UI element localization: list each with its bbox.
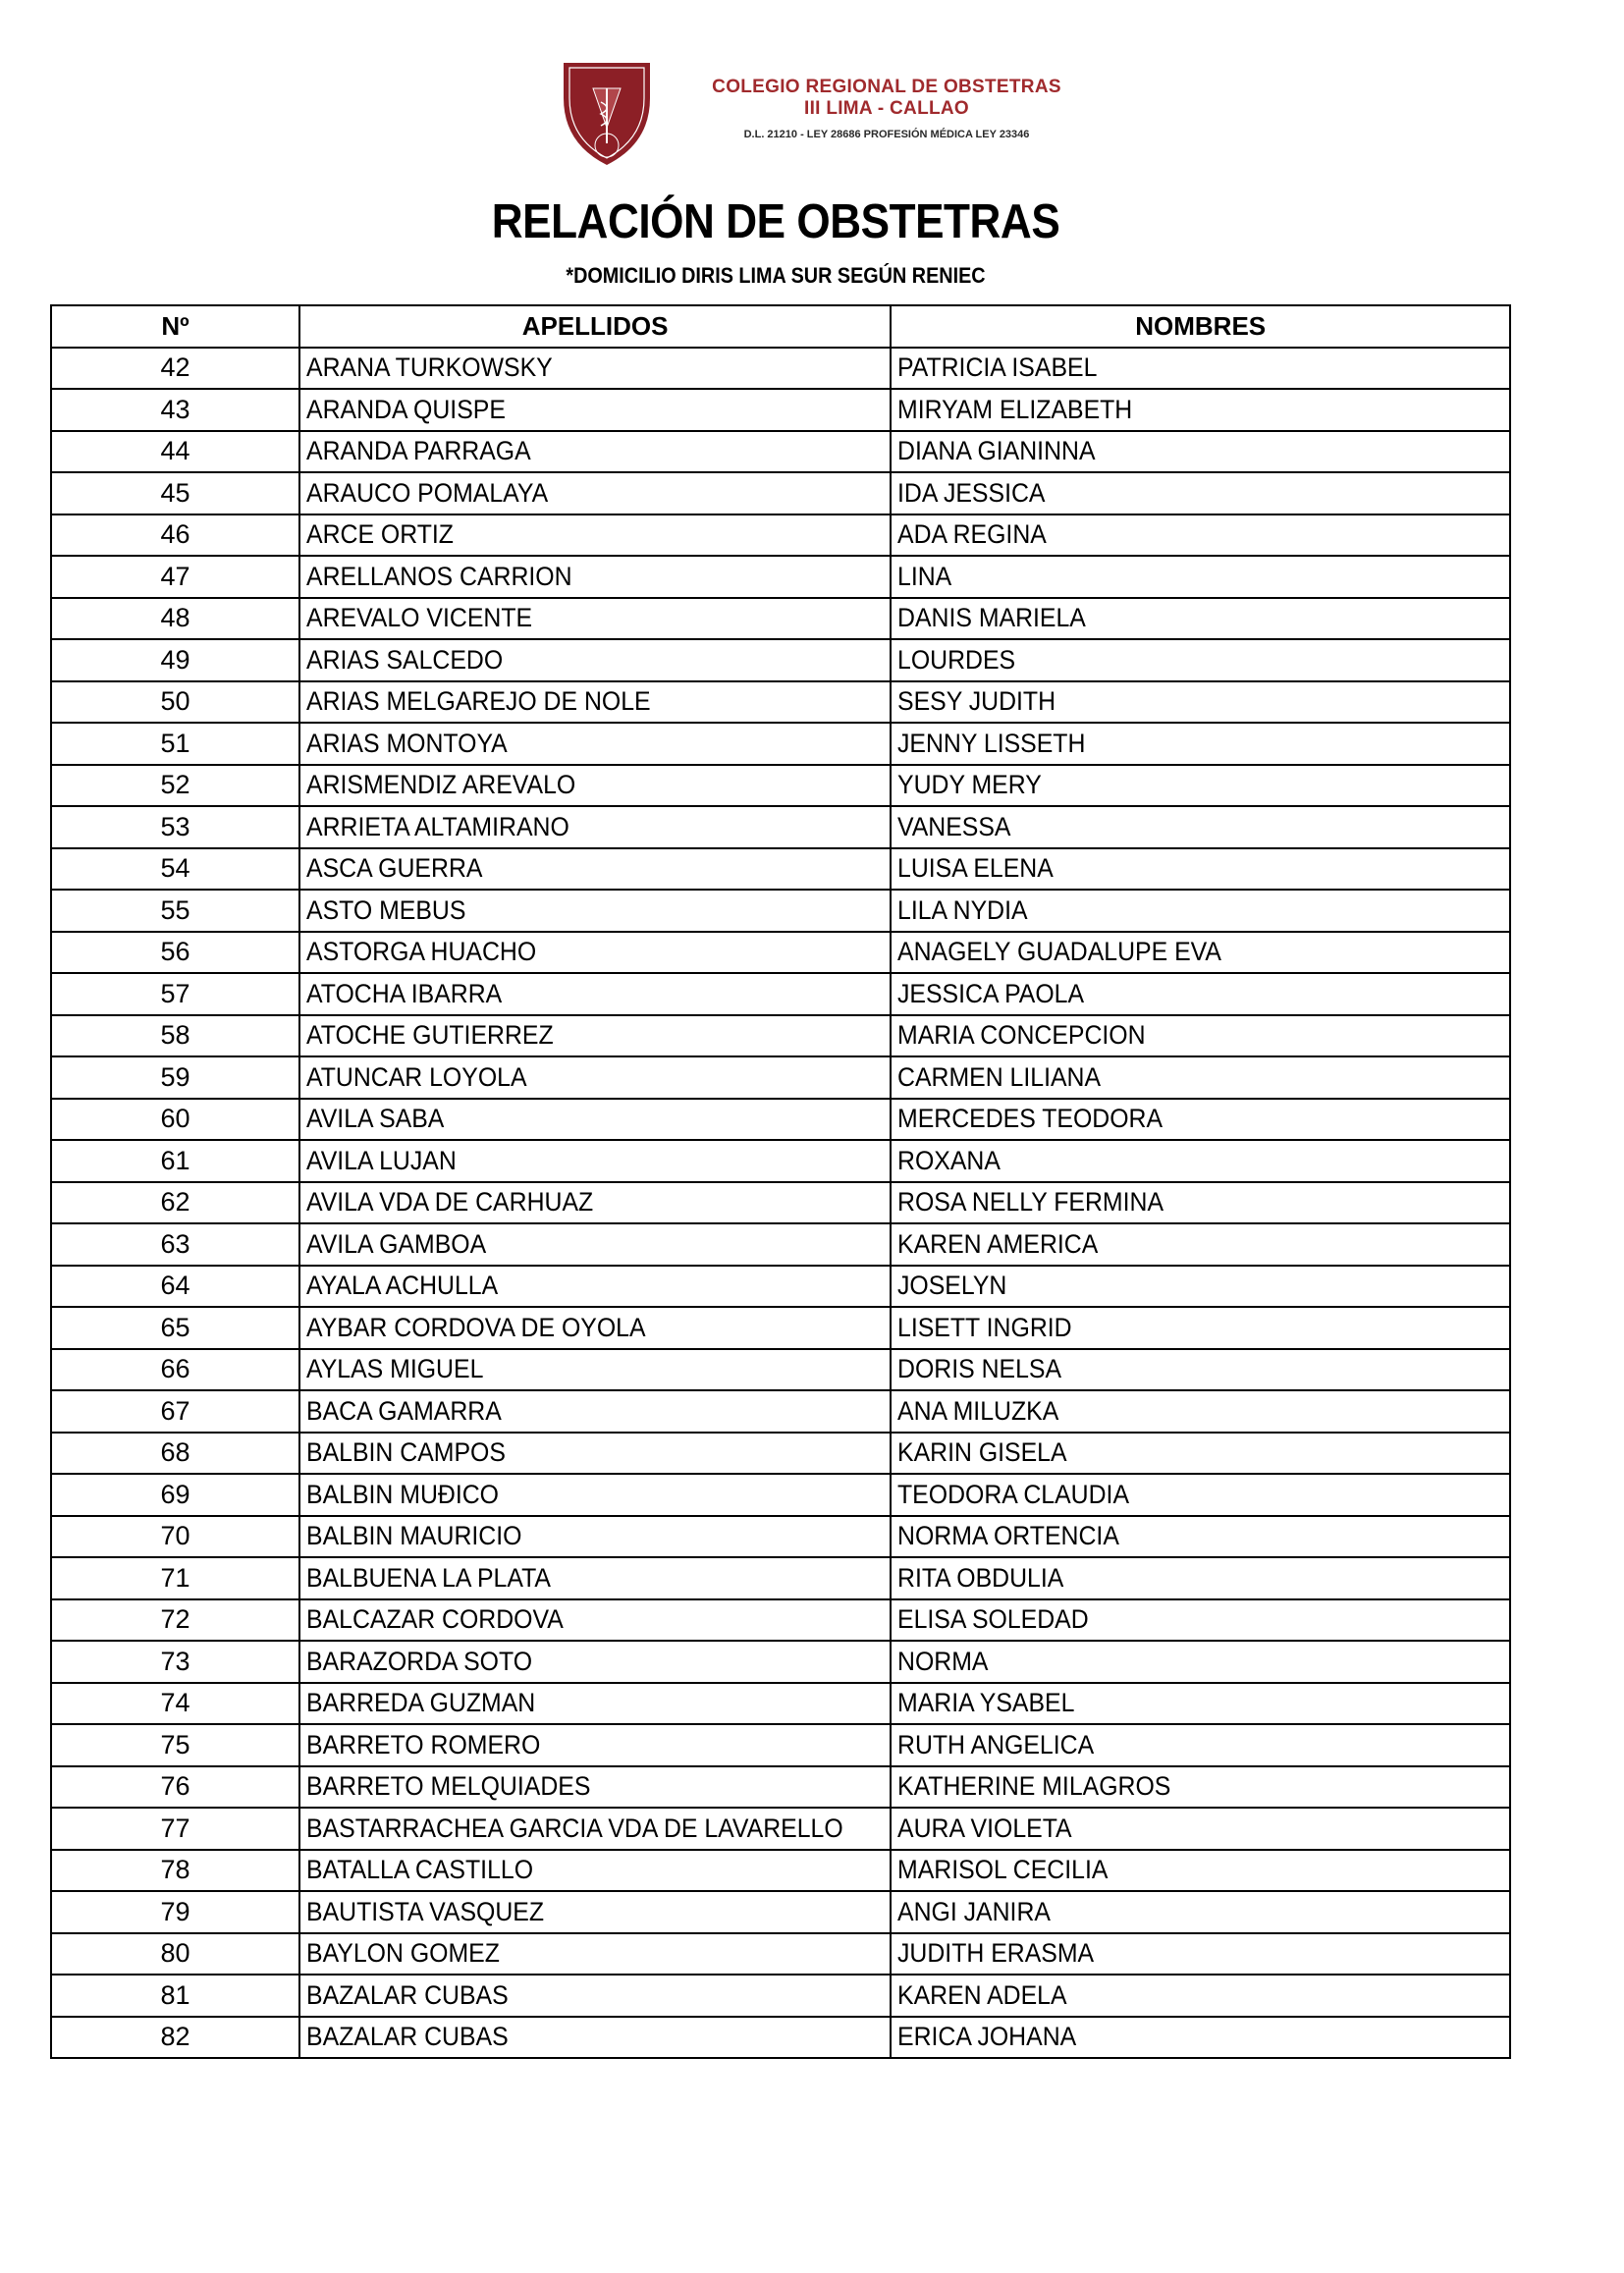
row-nombres-cell [891, 348, 1510, 390]
table-row [51, 1891, 1510, 1933]
row-number: 74 [51, 1683, 299, 1725]
row-apellidos-cell [299, 1266, 891, 1308]
row-nombres-cell [891, 1266, 1510, 1308]
row-apellidos-cell [299, 1599, 891, 1642]
row-apellidos-cell [299, 556, 891, 598]
row-number: 60 [51, 1099, 299, 1141]
row-nombres: JUDITH ERASMA [897, 1938, 1095, 1969]
row-apellidos-cell [299, 681, 891, 724]
row-apellidos: ARISMENDIZ AREVALO [306, 770, 576, 800]
table-row [51, 1724, 1510, 1766]
row-number: 43 [51, 389, 299, 431]
row-nombres-cell [891, 1307, 1510, 1349]
row-nombres-cell [891, 890, 1510, 932]
row-apellidos: BALBIN MAURICIO [306, 1521, 522, 1551]
row-nombres-cell [891, 1516, 1510, 1558]
row-nombres: CARMEN LILIANA [897, 1061, 1102, 1092]
row-apellidos: BASTARRACHEA GARCIA VDA DE LAVARELLO [306, 1813, 843, 1843]
row-apellidos-cell [299, 890, 891, 932]
row-number: 51 [51, 723, 299, 765]
row-nombres: RUTH ANGELICA [897, 1729, 1095, 1759]
table-row [51, 639, 1510, 681]
row-apellidos: BARREDA GUZMAN [306, 1688, 536, 1718]
table-row [51, 598, 1510, 640]
table-row [51, 1641, 1510, 1683]
table-row [51, 1975, 1510, 2017]
row-nombres-cell [891, 1808, 1510, 1850]
table-row [51, 1683, 1510, 1725]
row-number: 53 [51, 806, 299, 848]
row-apellidos: AVILA VDA DE CARHUAZ [306, 1187, 594, 1218]
row-apellidos: BARRETO ROMERO [306, 1729, 541, 1759]
table-row [51, 1307, 1510, 1349]
page-title: RELACIÓN DE OBSTETRAS [491, 195, 1060, 248]
row-apellidos: BALBIN CAMPOS [306, 1437, 506, 1468]
row-nombres-cell [891, 1140, 1510, 1182]
row-apellidos-cell [299, 472, 891, 514]
table-row [51, 1099, 1510, 1141]
row-number: 70 [51, 1516, 299, 1558]
row-apellidos: AYBAR CORDOVA DE OYOLA [306, 1312, 646, 1342]
row-nombres-cell [891, 932, 1510, 974]
row-apellidos: ARANDA QUISPE [306, 394, 506, 424]
row-number: 78 [51, 1850, 299, 1892]
row-nombres-cell [891, 1933, 1510, 1975]
row-number: 58 [51, 1015, 299, 1057]
row-nombres: NORMA ORTENCIA [897, 1521, 1120, 1551]
row-nombres: DIANA GIANINNA [897, 436, 1096, 466]
row-nombres-cell [891, 973, 1510, 1015]
row-nombres: TEODORA CLAUDIA [897, 1479, 1130, 1509]
row-nombres-cell [891, 1557, 1510, 1599]
org-name-line1: COLEGIO REGIONAL DE OBSTETRAS [712, 77, 1061, 97]
row-apellidos: ASCA GUERRA [306, 853, 483, 884]
table-row [51, 1182, 1510, 1224]
row-nombres: LOURDES [897, 644, 1016, 675]
row-nombres-cell [891, 514, 1510, 557]
row-nombres-cell [891, 1390, 1510, 1433]
row-nombres: ADA REGINA [897, 519, 1048, 550]
row-nombres: LISETT INGRID [897, 1312, 1072, 1342]
table-row [51, 1223, 1510, 1266]
row-nombres-cell [891, 765, 1510, 807]
row-number: 73 [51, 1641, 299, 1683]
row-nombres-cell [891, 598, 1510, 640]
row-nombres: ROXANA [897, 1145, 1001, 1175]
row-apellidos: BARAZORDA SOTO [306, 1646, 533, 1676]
table-row [51, 1599, 1510, 1642]
row-nombres-cell [891, 472, 1510, 514]
row-nombres: ANAGELY GUADALUPE EVA [897, 937, 1222, 967]
page-subtitle: *DOMICILIO DIRIS LIMA SUR SEGÚN RENIEC [566, 263, 986, 288]
row-number: 49 [51, 639, 299, 681]
row-number: 76 [51, 1766, 299, 1809]
row-nombres: MARISOL CECILIA [897, 1855, 1109, 1885]
header-nombres: NOMBRES [891, 305, 1510, 348]
row-nombres: ERICA JOHANA [897, 2022, 1077, 2052]
header-number: Nº [51, 305, 299, 348]
table-row [51, 681, 1510, 724]
row-nombres-cell [891, 1223, 1510, 1266]
college-seal-icon [546, 59, 668, 169]
table-row [51, 2017, 1510, 2059]
row-apellidos-cell [299, 1850, 891, 1892]
row-nombres: NORMA [897, 1646, 989, 1676]
table-row [51, 1390, 1510, 1433]
row-apellidos-cell [299, 1891, 891, 1933]
letterhead [546, 57, 1110, 172]
row-nombres: LINA [897, 561, 952, 591]
row-nombres: MIRYAM ELIZABETH [897, 394, 1133, 424]
row-nombres: KAREN ADELA [897, 1979, 1067, 2010]
row-number: 68 [51, 1433, 299, 1475]
row-number: 45 [51, 472, 299, 514]
row-number: 55 [51, 890, 299, 932]
row-nombres: YUDY MERY [897, 770, 1043, 800]
row-apellidos: ARANDA PARRAGA [306, 436, 531, 466]
row-number: 82 [51, 2017, 299, 2059]
row-apellidos-cell [299, 1390, 891, 1433]
row-apellidos-cell [299, 639, 891, 681]
row-apellidos: AYALA ACHULLA [306, 1271, 499, 1301]
row-apellidos-cell [299, 598, 891, 640]
header-apellidos: APELLIDOS [299, 305, 891, 348]
row-nombres: DORIS NELSA [897, 1354, 1062, 1384]
row-apellidos: BAZALAR CUBAS [306, 1979, 509, 2010]
row-apellidos: ATOCHE GUTIERREZ [306, 1020, 554, 1051]
row-nombres: MARIA CONCEPCION [897, 1020, 1146, 1051]
row-apellidos: ARANA TURKOWSKY [306, 352, 553, 383]
row-apellidos-cell [299, 2017, 891, 2059]
row-nombres: MERCEDES TEODORA [897, 1104, 1164, 1134]
table-row [51, 973, 1510, 1015]
row-nombres-cell [891, 639, 1510, 681]
row-nombres-cell [891, 2017, 1510, 2059]
row-apellidos: ARIAS MONTOYA [306, 728, 508, 758]
row-number: 75 [51, 1724, 299, 1766]
table-row [51, 1557, 1510, 1599]
row-apellidos-cell [299, 1099, 891, 1141]
row-nombres-cell [891, 1099, 1510, 1141]
row-nombres-cell [891, 431, 1510, 473]
row-nombres-cell [891, 1766, 1510, 1809]
row-apellidos: ARIAS SALCEDO [306, 644, 504, 675]
table-row [51, 1516, 1510, 1558]
table-row [51, 348, 1510, 390]
row-apellidos-cell [299, 1766, 891, 1809]
row-number: 54 [51, 848, 299, 891]
row-nombres: AURA VIOLETA [897, 1813, 1072, 1843]
row-nombres-cell [891, 1349, 1510, 1391]
row-number: 59 [51, 1056, 299, 1099]
row-apellidos: ASTORGA HUACHO [306, 937, 537, 967]
row-nombres-cell [891, 1724, 1510, 1766]
row-nombres: JENNY LISSETH [897, 728, 1086, 758]
row-number: 72 [51, 1599, 299, 1642]
row-apellidos-cell [299, 1557, 891, 1599]
table-row [51, 848, 1510, 891]
row-nombres-cell [891, 1015, 1510, 1057]
row-nombres: VANESSA [897, 811, 1011, 841]
table-row [51, 431, 1510, 473]
row-nombres-cell [891, 1599, 1510, 1642]
row-apellidos-cell [299, 1808, 891, 1850]
row-number: 64 [51, 1266, 299, 1308]
row-number: 47 [51, 556, 299, 598]
row-apellidos-cell [299, 932, 891, 974]
row-nombres: ANA MILUZKA [897, 1395, 1059, 1426]
row-number: 57 [51, 973, 299, 1015]
row-nombres: ROSA NELLY FERMINA [897, 1187, 1164, 1218]
row-apellidos-cell [299, 973, 891, 1015]
row-number: 42 [51, 348, 299, 390]
row-apellidos: AYLAS MIGUEL [306, 1354, 484, 1384]
row-nombres: IDA JESSICA [897, 477, 1046, 508]
row-apellidos: AREVALO VICENTE [306, 603, 533, 633]
row-number: 71 [51, 1557, 299, 1599]
table-row [51, 723, 1510, 765]
table-row [51, 1766, 1510, 1809]
row-nombres-cell [891, 1975, 1510, 2017]
row-apellidos-cell [299, 1349, 891, 1391]
table-row [51, 1433, 1510, 1475]
row-nombres-cell [891, 1850, 1510, 1892]
row-apellidos-cell [299, 1182, 891, 1224]
row-nombres: KARIN GISELA [897, 1437, 1067, 1468]
row-apellidos: BATALLA CASTILLO [306, 1855, 534, 1885]
row-apellidos-cell [299, 1975, 891, 2017]
row-apellidos-cell [299, 1641, 891, 1683]
table-row [51, 1266, 1510, 1308]
row-nombres: ANGI JANIRA [897, 1896, 1052, 1926]
row-number: 62 [51, 1182, 299, 1224]
table-row [51, 890, 1510, 932]
row-apellidos-cell [299, 348, 891, 390]
table-header-row [51, 305, 1510, 348]
row-nombres-cell [891, 848, 1510, 891]
org-name-line2: III LIMA - CALLAO [804, 98, 969, 119]
row-nombres: RITA OBDULIA [897, 1562, 1064, 1593]
row-nombres-cell [891, 681, 1510, 724]
row-apellidos: AVILA GAMBOA [306, 1228, 487, 1259]
row-nombres: MARIA YSABEL [897, 1688, 1075, 1718]
table-body [51, 348, 1510, 2059]
row-apellidos: ATUNCAR LOYOLA [306, 1061, 527, 1092]
row-apellidos: AVILA LUJAN [306, 1145, 457, 1175]
row-nombres-cell [891, 1433, 1510, 1475]
table-row [51, 765, 1510, 807]
row-apellidos: ARELLANOS CARRION [306, 561, 572, 591]
row-number: 77 [51, 1808, 299, 1850]
table-row [51, 1015, 1510, 1057]
row-nombres-cell [891, 1182, 1510, 1224]
row-apellidos-cell [299, 806, 891, 848]
row-apellidos-cell [299, 1683, 891, 1725]
table-row [51, 806, 1510, 848]
row-number: 44 [51, 431, 299, 473]
row-apellidos: ARAUCO POMALAYA [306, 477, 549, 508]
row-apellidos-cell [299, 1140, 891, 1182]
row-nombres-cell [891, 1891, 1510, 1933]
row-number: 48 [51, 598, 299, 640]
table-row [51, 472, 1510, 514]
row-number: 69 [51, 1474, 299, 1516]
row-number: 66 [51, 1349, 299, 1391]
row-nombres-cell [891, 806, 1510, 848]
table-row [51, 1933, 1510, 1975]
org-name [664, 77, 1110, 120]
org-legal-line: D.L. 21210 - LEY 28686 PROFESIÓN MÉDICA LEY 23346 [743, 129, 1030, 140]
row-apellidos: ARRIETA ALTAMIRANO [306, 811, 569, 841]
row-apellidos-cell [299, 1223, 891, 1266]
row-nombres-cell [891, 723, 1510, 765]
row-nombres: LILA NYDIA [897, 894, 1028, 925]
row-apellidos-cell [299, 1474, 891, 1516]
row-nombres-cell [891, 389, 1510, 431]
row-apellidos: ATOCHA IBARRA [306, 978, 503, 1008]
row-apellidos: BAZALAR CUBAS [306, 2022, 509, 2052]
table-row [51, 389, 1510, 431]
row-number: 50 [51, 681, 299, 724]
table-row [51, 556, 1510, 598]
table-row [51, 1850, 1510, 1892]
row-apellidos: BAYLON GOMEZ [306, 1938, 500, 1969]
row-nombres-cell [891, 1641, 1510, 1683]
row-apellidos-cell [299, 1516, 891, 1558]
row-apellidos: BALBIN MUÐICO [306, 1479, 500, 1509]
row-apellidos: BALBUENA LA PLATA [306, 1562, 551, 1593]
row-number: 52 [51, 765, 299, 807]
row-apellidos-cell [299, 1724, 891, 1766]
row-apellidos: BARRETO MELQUIADES [306, 1771, 591, 1802]
row-apellidos-cell [299, 848, 891, 891]
row-nombres: LUISA ELENA [897, 853, 1054, 884]
row-apellidos-cell [299, 514, 891, 557]
table-row [51, 1808, 1510, 1850]
row-apellidos: ARIAS MELGAREJO DE NOLE [306, 686, 651, 717]
row-nombres-cell [891, 1056, 1510, 1099]
row-number: 63 [51, 1223, 299, 1266]
table-row [51, 1140, 1510, 1182]
row-number: 67 [51, 1390, 299, 1433]
row-nombres: JOSELYN [897, 1271, 1007, 1301]
row-apellidos-cell [299, 1933, 891, 1975]
row-nombres: KATHERINE MILAGROS [897, 1771, 1171, 1802]
row-apellidos: BACA GAMARRA [306, 1395, 502, 1426]
row-nombres: DANIS MARIELA [897, 603, 1087, 633]
row-number: 65 [51, 1307, 299, 1349]
row-nombres-cell [891, 1474, 1510, 1516]
table-row [51, 1349, 1510, 1391]
row-number: 79 [51, 1891, 299, 1933]
row-nombres: JESSICA PAOLA [897, 978, 1085, 1008]
row-number: 46 [51, 514, 299, 557]
row-apellidos: BALCAZAR CORDOVA [306, 1604, 564, 1635]
row-nombres-cell [891, 1683, 1510, 1725]
row-apellidos-cell [299, 1433, 891, 1475]
table-row [51, 1056, 1510, 1099]
row-apellidos-cell [299, 1307, 891, 1349]
table-row [51, 932, 1510, 974]
row-apellidos-cell [299, 1015, 891, 1057]
row-number: 61 [51, 1140, 299, 1182]
table-row [51, 1474, 1510, 1516]
row-apellidos-cell [299, 765, 891, 807]
row-apellidos: BAUTISTA VASQUEZ [306, 1896, 545, 1926]
row-nombres: KAREN AMERICA [897, 1228, 1099, 1259]
row-nombres-cell [891, 556, 1510, 598]
row-number: 80 [51, 1933, 299, 1975]
row-apellidos-cell [299, 723, 891, 765]
row-apellidos: AVILA SABA [306, 1104, 445, 1134]
row-nombres: SESY JUDITH [897, 686, 1056, 717]
row-nombres: ELISA SOLEDAD [897, 1604, 1089, 1635]
row-number: 81 [51, 1975, 299, 2017]
table-row [51, 514, 1510, 557]
row-apellidos: ARCE ORTIZ [306, 519, 454, 550]
row-nombres: PATRICIA ISABEL [897, 352, 1098, 383]
row-apellidos: ASTO MEBUS [306, 894, 466, 925]
row-apellidos-cell [299, 389, 891, 431]
row-apellidos-cell [299, 1056, 891, 1099]
obstetras-table [50, 304, 1511, 2059]
row-apellidos-cell [299, 431, 891, 473]
row-number: 56 [51, 932, 299, 974]
